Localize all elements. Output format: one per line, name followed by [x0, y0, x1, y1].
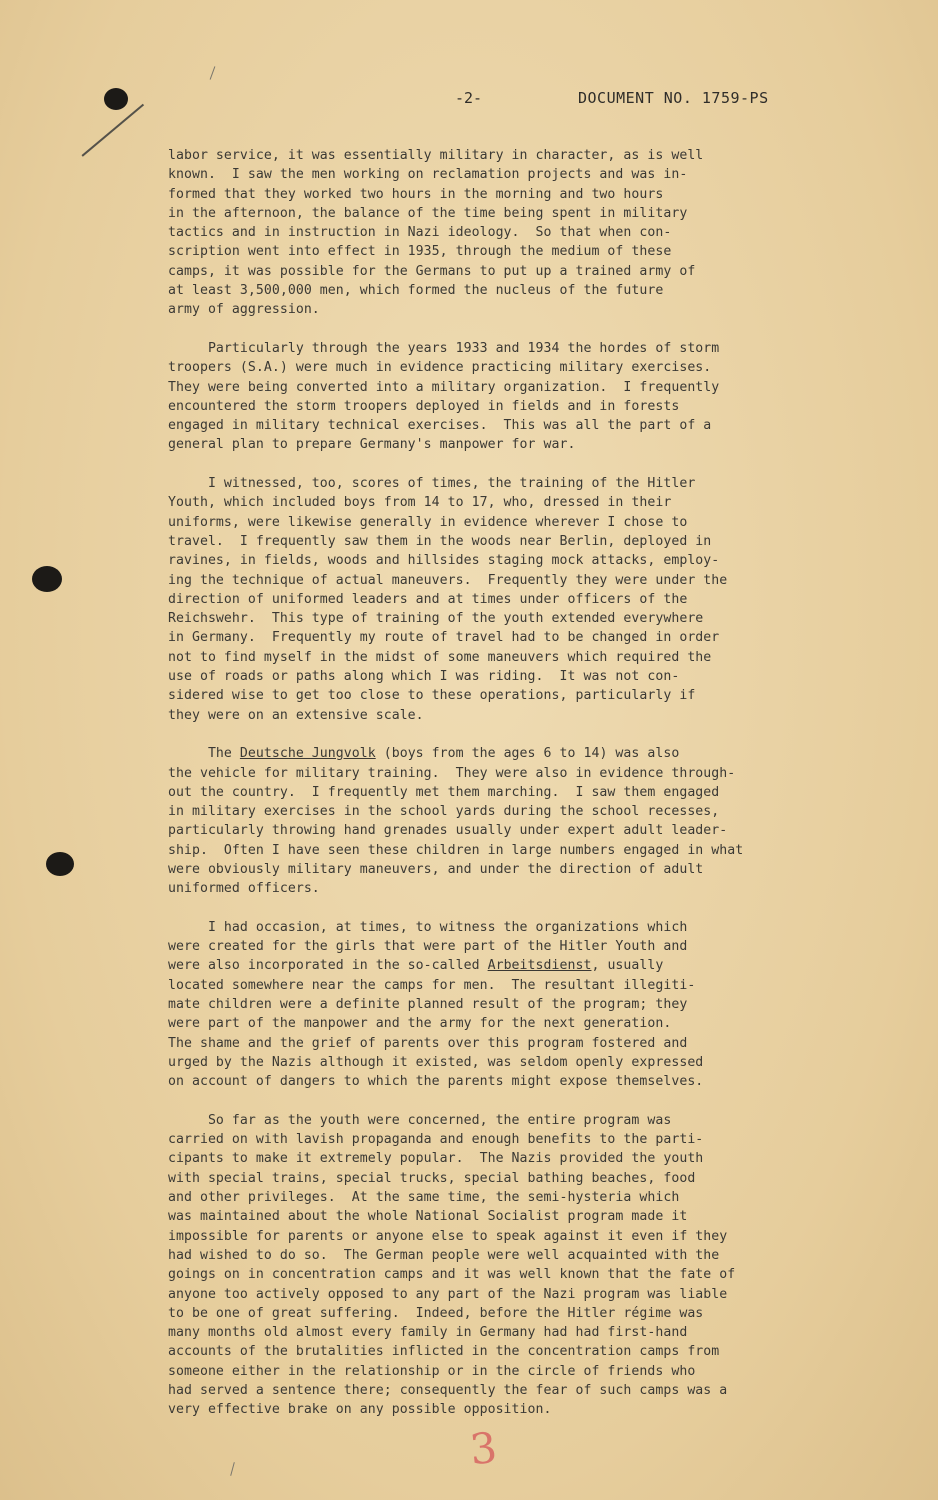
- text-line: anyone too actively opposed to any part of the Nazi program was liable: [168, 1286, 728, 1302]
- text-line: carried on with lavish propaganda and enough benefits to the parti-: [168, 1132, 704, 1148]
- text-line: formed that they worked two hours in the morning and two hours: [168, 186, 664, 202]
- text-line: and other privileges. At the same time, the semi-hysteria which: [168, 1190, 680, 1206]
- text-line: goings on in concentration camps and it was well known that the fate of: [168, 1267, 736, 1283]
- text-line: mate children were a definite planned result of the program; they: [168, 997, 688, 1013]
- text-line: I had occasion, at times, to witness the organizations which: [168, 919, 688, 935]
- text-line: So far as the youth were concerned, the entire program was: [168, 1112, 672, 1128]
- paragraph-4: [168, 744, 868, 898]
- text-line: engaged in military technical exercises. This was all the part of a: [168, 418, 712, 434]
- text-line: ravines, in fields, woods and hillsides staging mock attacks, employ-: [168, 553, 720, 569]
- text-line: They were being converted into a military organization. I frequently: [168, 379, 720, 395]
- text-line: I witnessed, too, scores of times, the training of the Hitler: [168, 476, 696, 492]
- text-line: urged by the Nazis although it existed, was seldom openly expressed: [168, 1054, 704, 1070]
- text-line: they were on an extensive scale.: [168, 707, 424, 723]
- text-line: were also incorporated in the so-called Arbeitsdienst, usually: [168, 958, 664, 974]
- text-line: to be one of great suffering. Indeed, before the Hitler régime was: [168, 1305, 704, 1321]
- text-line: impossible for parents or anyone else to speak against it even if they: [168, 1228, 728, 1244]
- text-line: Youth, which included boys from 14 to 17, who, dressed in their: [168, 495, 672, 511]
- text-line: scription went into effect in 1935, through the medium of these: [168, 244, 672, 260]
- text-line: troopers (S.A.) were much in evidence practicing military exercises.: [168, 360, 712, 376]
- text-line: The shame and the grief of parents over this program fostered and: [168, 1035, 688, 1051]
- text-line: had served a sentence there; consequently the fear of such camps was a: [168, 1383, 728, 1398]
- text-line: in the afternoon, the balance of the time being spent in military: [168, 205, 688, 221]
- red-pencil-mark: 3: [467, 1422, 500, 1475]
- text-line: sidered wise to get too close to these operations, particularly if: [168, 688, 696, 704]
- text-line: at least 3,500,000 men, which formed the nucleus of the future: [168, 283, 664, 299]
- paragraph-6: [168, 1111, 868, 1420]
- text-line: out the country. I frequently met them marching. I saw them engaged: [168, 784, 720, 800]
- text-line: travel. I frequently saw them in the woods near Berlin, deployed in: [168, 533, 712, 549]
- text-line: camps, it was possible for the Germans to put up a trained army of: [168, 263, 696, 279]
- text-line: on account of dangers to which the parents might expose themselves.: [168, 1074, 704, 1090]
- text-line: The Deutsche Jungvolk (boys from the ages 6 to 14) was also: [168, 746, 680, 762]
- text-line: particularly throwing hand grenades usually under expert adult leader-: [168, 823, 728, 839]
- punch-hole-top: [104, 88, 128, 110]
- text-line: very effective brake on any possible opposition.: [168, 1402, 552, 1418]
- underlined-term: Deutsche Jungvolk: [239, 746, 376, 762]
- text-line: not to find myself in the midst of some maneuvers which required the: [168, 649, 712, 665]
- text-line: Reichswehr. This type of training of the youth extended everywhere: [168, 611, 704, 627]
- text-line: many months old almost every family in Germany had had first-hand: [168, 1325, 688, 1341]
- text-line: ing the technique of actual maneuvers. Frequently they were under the: [168, 572, 728, 588]
- text-line: was maintained about the whole National Socialist program made it: [168, 1209, 688, 1225]
- paragraph-5: [168, 918, 868, 1092]
- text-line: had wished to do so. The German people were well acquainted with the: [168, 1247, 720, 1263]
- document-reference: DOCUMENT NO. 1759-PS: [578, 89, 769, 107]
- text-line: accounts of the brutalities inflicted in the concentration camps from: [168, 1344, 720, 1360]
- punch-hole-bottom: [46, 852, 74, 876]
- text-line: were part of the manpower and the army for the next generation.: [168, 1016, 672, 1032]
- text-line: encountered the storm troopers deployed in fields and in forests: [168, 398, 680, 414]
- page-number: -2-: [455, 89, 483, 107]
- text-line: direction of uniformed leaders and at times under officers of the: [168, 591, 688, 607]
- text-line: someone either in the relationship or in the circle of friends who: [168, 1363, 696, 1379]
- text-line: tactics and in instruction in Nazi ideology. So that when con-: [168, 225, 672, 241]
- text-line: use of roads or paths along which I was riding. It was not con-: [168, 669, 680, 685]
- punch-hole-middle: [32, 566, 62, 592]
- text-line: known. I saw the men working on reclamation projects and was in-: [168, 167, 688, 183]
- text-line: ship. Often I have seen these children in large numbers engaged in what: [168, 842, 744, 858]
- document-body: [168, 146, 868, 1420]
- paragraph-1: [168, 146, 868, 320]
- pencil-stroke: [82, 104, 144, 157]
- margin-tick-top: [210, 66, 216, 79]
- text-line: uniformed officers.: [168, 881, 320, 897]
- text-line: cipants to make it extremely popular. The Nazis provided the youth: [168, 1151, 704, 1167]
- text-line: Particularly through the years 1933 and 1934 the hordes of storm: [168, 340, 720, 356]
- text-line: located somewhere near the camps for men. The resultant illegiti-: [168, 977, 696, 993]
- paragraph-3: [168, 474, 868, 725]
- text-line: labor service, it was essentially military in character, as is well: [168, 148, 704, 163]
- text-line: general plan to prepare Germany's manpower for war.: [168, 437, 576, 453]
- text-line: with special trains, special trucks, special bathing beaches, food: [168, 1170, 696, 1186]
- margin-tick-bottom: [230, 1462, 235, 1476]
- paragraph-2: [168, 339, 868, 455]
- text-line: in military exercises in the school yards during the school recesses,: [168, 804, 720, 820]
- text-line: were created for the girls that were part of the Hitler Youth and: [168, 939, 688, 955]
- text-line: in Germany. Frequently my route of travel had to be changed in order: [168, 630, 720, 646]
- text-line: the vehicle for military training. They were also in evidence through-: [168, 765, 736, 781]
- underlined-term: Arbeitsdienst: [487, 958, 592, 974]
- text-line: uniforms, were likewise generally in evidence wherever I chose to: [168, 514, 688, 530]
- text-line: were obviously military maneuvers, and under the direction of adult: [168, 861, 704, 877]
- text-line: army of aggression.: [168, 302, 320, 318]
